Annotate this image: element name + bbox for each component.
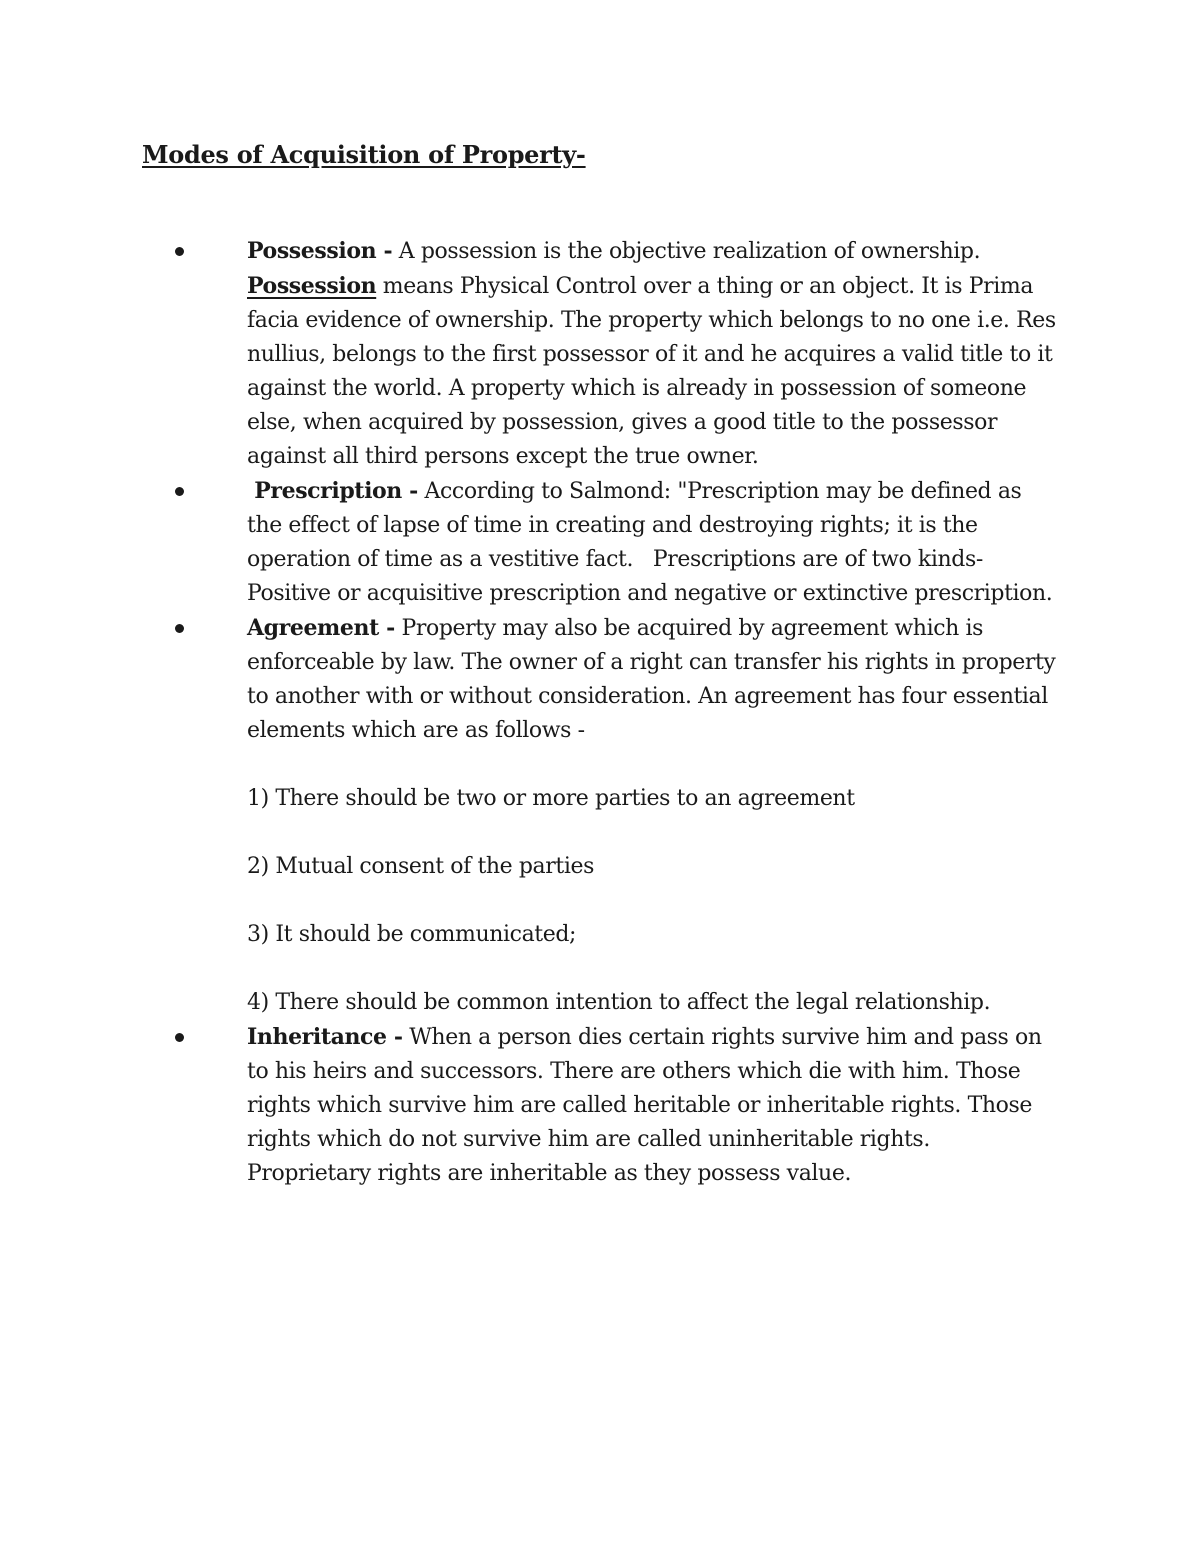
item-text: According to Salmond: "Prescription may be defined as the effect of lapse of time in creating and destroying rights; it is the operation of time as a vestitive fact. Prescriptions are of two kinds-Positive or acquisitive prescription and negative or extinctive prescription. — [247, 479, 1053, 606]
agreement-element: 4) There should be common intention to affect the legal relationship. — [247, 990, 991, 1015]
item-text: means Physical Control over a thing or an object. It is Prima facia evidence of ownership. The property which belongs to no one i.e. Res nullius, belongs to the first possessor of it and he acquires a valid title to it against the world. A property which is already in possession of someone else, when acquired by possession, gives a good title to the possessor against all third persons except the true owner. — [247, 274, 1056, 469]
bullet-icon — [175, 487, 184, 496]
list-item-agreement — [0, 611, 1200, 1020]
item-term: Possession - — [247, 238, 393, 264]
list-item-possession — [0, 234, 1200, 474]
item-emphasis: Possession — [247, 273, 377, 299]
bullet-icon — [175, 624, 184, 633]
item-text: When a person dies certain rights survive him and pass on to his heirs and successors. There are others which die with him. Those rights which survive him are called heritable or inheritable rights. Those rights which do not survive him are called uninheritable rights. Proprietary rights are inheritable as they possess value. — [247, 1025, 1042, 1186]
agreement-element: 3) It should be communicated; — [247, 922, 577, 947]
acquisition-modes-list — [0, 234, 1200, 1191]
agreement-element: 2) Mutual consent of the parties — [247, 854, 594, 879]
list-item-prescription — [0, 474, 1200, 611]
item-term: Prescription - — [247, 478, 418, 504]
item-text: A possession is the objective realization of ownership. — [392, 239, 981, 264]
bullet-icon — [175, 1033, 184, 1042]
document-title: Modes of Acquisition of Property- — [142, 140, 586, 169]
item-term: Agreement - — [247, 615, 395, 641]
list-item-inheritance — [0, 1020, 1200, 1191]
item-term: Inheritance - — [247, 1024, 403, 1050]
agreement-element: 1) There should be two or more parties to an agreement — [247, 786, 855, 811]
bullet-icon — [175, 247, 184, 256]
item-text: Property may also be acquired by agreement which is enforceable by law. The owner of a right can transfer his rights in property to another with or without consideration. An agreement has four essential elements which are as follows - — [247, 616, 1056, 743]
